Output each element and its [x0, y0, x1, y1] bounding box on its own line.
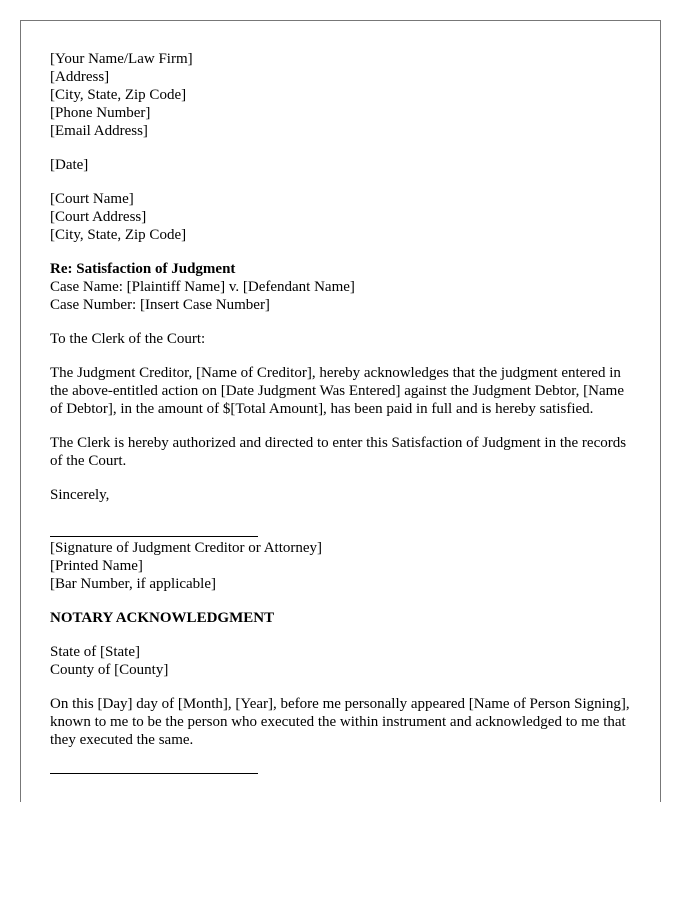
- closing: Sincerely,: [50, 487, 110, 503]
- court-block: [50, 190, 640, 244]
- notary-paragraph: On this [Day] day of [Month], [Year], before me personally appeared [Name of Person Signing], known to me to be the person who executed the within instrument and acknowledged to me that they executed the same.: [50, 696, 630, 748]
- re-block: [50, 260, 640, 314]
- sender-address: [Address]: [50, 69, 110, 85]
- notary-signature-line: [50, 773, 258, 774]
- signature-line: [50, 536, 258, 537]
- sender-email: [Email Address]: [50, 123, 148, 139]
- bar-number: [Bar Number, if applicable]: [50, 576, 216, 592]
- re-subject: Re: Satisfaction of Judgment: [50, 261, 236, 277]
- notary-county: County of [County]: [50, 662, 169, 678]
- sender-phone: [Phone Number]: [50, 105, 151, 121]
- court-city-state-zip: [City, State, Zip Code]: [50, 227, 187, 243]
- sender-name: [Your Name/Law Firm]: [50, 51, 193, 67]
- notary-heading: NOTARY ACKNOWLEDGMENT: [50, 610, 275, 626]
- court-name: [Court Name]: [50, 191, 134, 207]
- salutation: To the Clerk of the Court:: [50, 331, 206, 347]
- signature-block: [50, 539, 640, 593]
- document-page: [20, 20, 661, 802]
- court-address: [Court Address]: [50, 209, 147, 225]
- notary-heading-block: [50, 609, 640, 627]
- body-paragraph-2: The Clerk is hereby authorized and directed to enter this Satisfaction of Judgment in the records of the Court.: [50, 435, 627, 469]
- body-paragraph-1: The Judgment Creditor, [Name of Creditor], hereby acknowledges that the judgment entered in the above-entitled action on [Date Judgment Was Entered] against the Judgment Debtor, [Name of Debtor], in the amount of $[Total Amount], has been paid in full and is hereby satisfied.: [50, 365, 624, 417]
- sender-city-state-zip: [City, State, Zip Code]: [50, 87, 187, 103]
- case-number: Case Number: [Insert Case Number]: [50, 297, 270, 313]
- notary-state: State of [State]: [50, 644, 140, 660]
- letter-date: [Date]: [50, 157, 89, 173]
- signature-label: [Signature of Judgment Creditor or Attorney]: [50, 540, 323, 556]
- case-name: Case Name: [Plaintiff Name] v. [Defendant Name]: [50, 279, 355, 295]
- letter-content: [50, 50, 640, 774]
- date-block: [50, 156, 640, 174]
- printed-name: [Printed Name]: [50, 558, 143, 574]
- sender-block: [50, 50, 640, 140]
- notary-venue-block: [50, 643, 640, 679]
